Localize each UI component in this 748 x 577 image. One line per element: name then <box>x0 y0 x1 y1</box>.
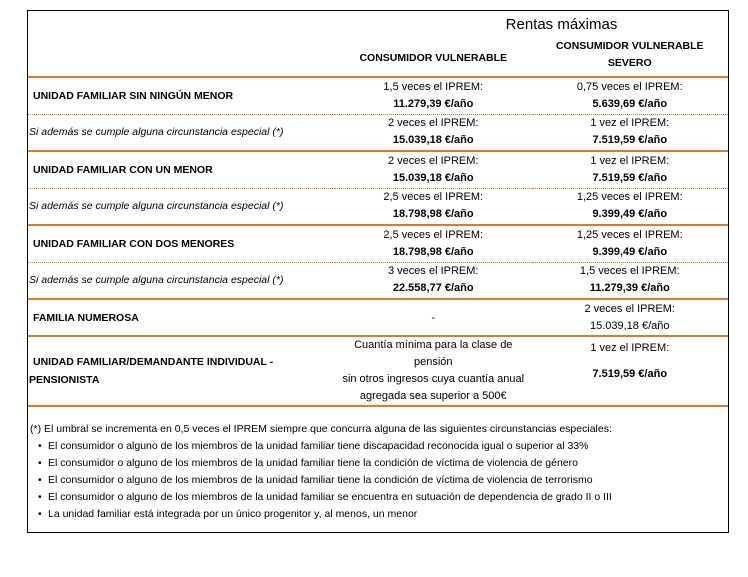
bullet-icon: • <box>38 508 42 520</box>
row-label: Si además se cumple alguna circunstancia especial (*) <box>28 114 335 151</box>
bullet-icon: • <box>38 491 42 503</box>
list-item: • El consumidor o alguno de los miembros de la unidad familiar tiene discapacidad reconocida igual o superior al 33% <box>30 438 728 455</box>
list-item: • La unidad familiar está integrada por un único progenitor y, al menos, un menor <box>30 506 728 523</box>
amount: 22.558,77 €/año <box>392 282 474 295</box>
amount: 18.798,98 €/año <box>392 245 474 258</box>
multiplier: 2,5 veces el IPREM: <box>383 191 484 204</box>
amount: 7.519,59 €/año <box>592 368 668 380</box>
table-title: Rentas máximas <box>505 16 618 33</box>
multiplier: 1,5 veces el IPREM: <box>579 265 680 278</box>
amount: 15.039,18 €/año <box>392 171 474 184</box>
multiplier: 1,25 veces el IPREM: <box>576 228 683 241</box>
list-item: • El consumidor o alguno de los miembros de la unidad familiar se encuentra en sutuación de dependencia de grado II o III <box>30 489 728 506</box>
subheader-row <box>28 33 728 77</box>
document-frame <box>27 10 729 533</box>
multiplier: 1 vez el IPREM: <box>590 154 670 167</box>
amount: 9.399,49 €/año <box>592 208 668 221</box>
amount: 15.039,18 €/año <box>392 134 474 147</box>
table-row <box>28 151 728 188</box>
table-row <box>28 77 728 114</box>
list-item: • El consumidor o alguno de los miembros de la unidad familiar tiene la condición de víctima de violencia de género <box>30 455 728 472</box>
footnote-list <box>30 438 728 523</box>
row-label: FAMILIA NUMEROSA <box>28 299 335 336</box>
amount: 11.279,39 €/año <box>393 97 474 110</box>
title-row <box>28 11 728 33</box>
table-row <box>28 336 728 406</box>
amount: 15.039,18 €/año <box>589 319 670 332</box>
table-row <box>28 262 728 299</box>
multiplier: 2 veces el IPREM: <box>388 117 479 130</box>
multiplier: 0,75 veces el IPREM: <box>576 80 683 93</box>
row-label-line2: PENSIONISTA <box>29 374 100 386</box>
row-label: Si además se cumple alguna circunstancia especial (*) <box>28 188 335 225</box>
col-header-vulnerable: CONSUMIDOR VULNERABLE <box>335 33 532 77</box>
list-item: • El consumidor o alguno de los miembros de la unidad familiar tiene la condición de víctima de violencia de terrorismo <box>30 472 728 489</box>
bullet-icon: • <box>38 457 42 469</box>
table-row <box>28 114 728 151</box>
amount: 11.279,39 €/año <box>589 282 670 295</box>
footnote-intro: (*) El umbral se incrementa en 0,5 veces el IPREM siempre que concurra alguna de las siguientes circunstancias especiales: <box>30 423 612 435</box>
empty-value: - <box>335 299 532 336</box>
amount: 5.639,69 €/año <box>592 97 668 110</box>
multiplier: 1 vez el IPREM: <box>590 117 670 130</box>
row-label-line1: UNIDAD FAMILIAR/DEMANDANTE INDIVIDUAL - <box>33 356 274 368</box>
pension-note-line1: Cuantía mínima para la clase de pensión <box>354 339 513 368</box>
multiplier: 1 vez el IPREM: <box>590 342 670 354</box>
pension-note-line2: sin otros ingresos cuya cuantía anual <box>342 373 525 385</box>
bullet-icon: • <box>38 440 42 452</box>
multiplier: 1,5 veces el IPREM: <box>383 80 484 93</box>
row-label: UNIDAD FAMILIAR SIN NINGÚN MENOR <box>28 77 335 114</box>
table-row <box>28 188 728 225</box>
multiplier: 2,5 veces el IPREM: <box>383 228 484 241</box>
row-label: UNIDAD FAMILIAR CON UN MENOR <box>28 151 335 188</box>
amount: 7.519,59 €/año <box>592 134 668 147</box>
multiplier: 3 veces el IPREM: <box>388 265 479 278</box>
amount: 9.399,49 €/año <box>592 245 668 258</box>
row-label: UNIDAD FAMILIAR CON DOS MENORES <box>28 225 335 262</box>
multiplier: 2 veces el IPREM: <box>388 154 479 167</box>
amount: 18.798,98 €/año <box>392 208 474 221</box>
amount: 7.519,59 €/año <box>592 171 668 184</box>
row-label: Si además se cumple alguna circunstancia especial (*) <box>28 262 335 299</box>
bullet-icon: • <box>38 474 42 486</box>
multiplier: 2 veces el IPREM: <box>584 302 675 315</box>
table-row <box>28 299 728 336</box>
pension-note-line3: agregada sea superior a 500€ <box>359 390 507 402</box>
multiplier: 1,25 veces el IPREM: <box>576 191 683 204</box>
footnotes <box>30 421 728 523</box>
rentas-table <box>28 11 728 407</box>
col-header-severo: CONSUMIDOR VULNERABLE SEVERO <box>532 33 729 77</box>
table-row <box>28 225 728 262</box>
